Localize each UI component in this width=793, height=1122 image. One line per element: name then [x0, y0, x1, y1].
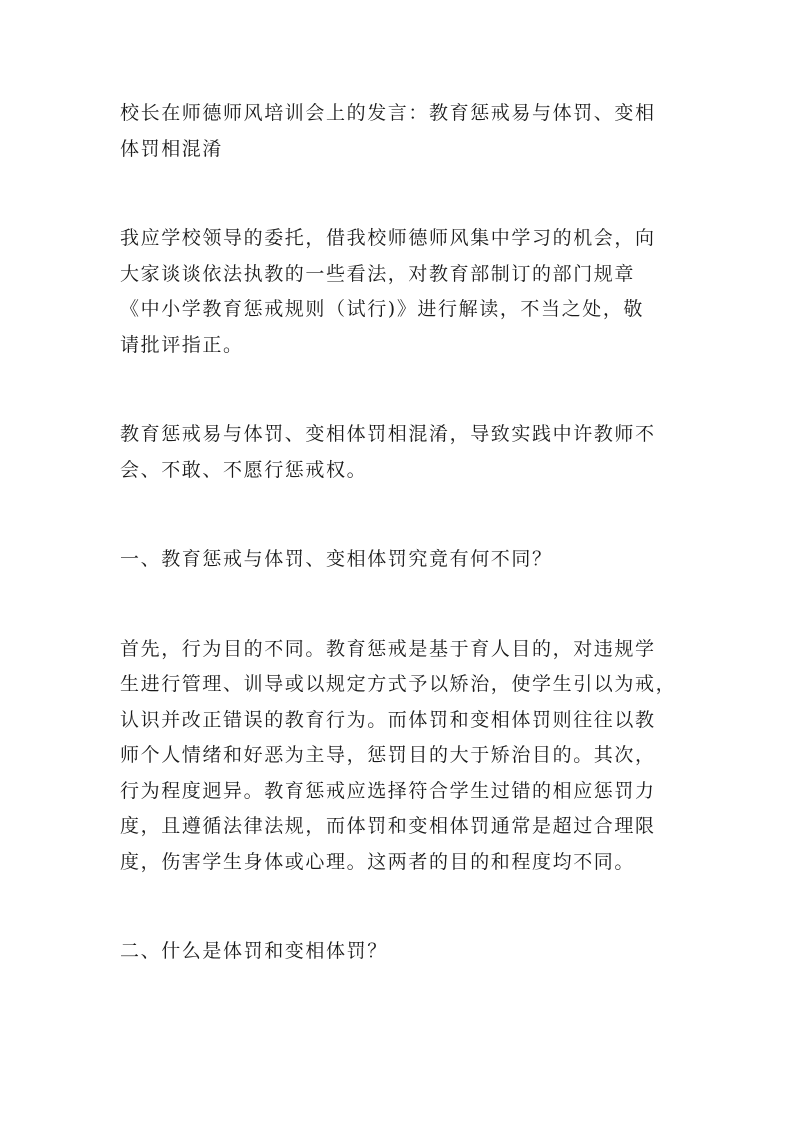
heading-text: 一、教育惩戒与体罚、变相体罚究竟有何不同？: [120, 548, 553, 570]
title-line: 体罚相混淆: [120, 137, 224, 160]
document-body: [120, 96, 676, 970]
paragraph-line: 度，且遵循法律法规，而体罚和变相体罚通常是超过合理限: [120, 815, 656, 837]
paragraph-line: 我应学校领导的委托，借我校师德师风集中学习的机会，向: [120, 227, 656, 249]
heading-text: 二、什么是体罚和变相体罚？: [120, 940, 388, 962]
paragraph-line: 认识并改正错误的教育行为。而体罚和变相体罚则往往以教: [120, 708, 656, 731]
paragraph-line: 会、不敢、不愿行惩戒权。: [120, 458, 368, 481]
section-heading-2: [120, 934, 676, 970]
section-heading-1: [120, 542, 676, 578]
paragraph-line: 师个人情绪和好恶为主导，惩罚目的大于矫治目的。其次，: [120, 744, 656, 766]
paragraph-line: 首先，行为目的不同。教育惩戒是基于育人目的，对违规学: [120, 637, 656, 660]
paragraph-line: 教育惩戒易与体罚、变相体罚相混淆，导致实践中许教师不: [120, 423, 656, 445]
paragraph-line: 生进行管理、训导或以规定方式予以矫治，使学生引以为戒，: [120, 673, 677, 695]
paragraph-intro: [120, 221, 676, 363]
paragraph-line: 《中小学教育惩戒规则（试行)》进行解读，不当之处，敬: [120, 298, 645, 320]
paragraph-line: 度，伤害学生身体或心理。这两者的目的和程度均不同。: [120, 850, 636, 873]
document-title: [120, 96, 676, 167]
paragraph-line: 请批评指正。: [120, 333, 244, 356]
paragraph-line: 行为程度迥异。教育惩戒应选择符合学生过错的相应惩罚力: [120, 779, 656, 802]
paragraph-differences: [120, 632, 676, 881]
paragraph-line: 大家谈谈依法执教的一些看法，对教育部制订的部门规章: [120, 262, 636, 285]
paragraph-problem: [120, 417, 676, 488]
title-line: 校长在师德师风培训会上的发言：教育惩戒易与体罚、变相: [120, 102, 656, 124]
